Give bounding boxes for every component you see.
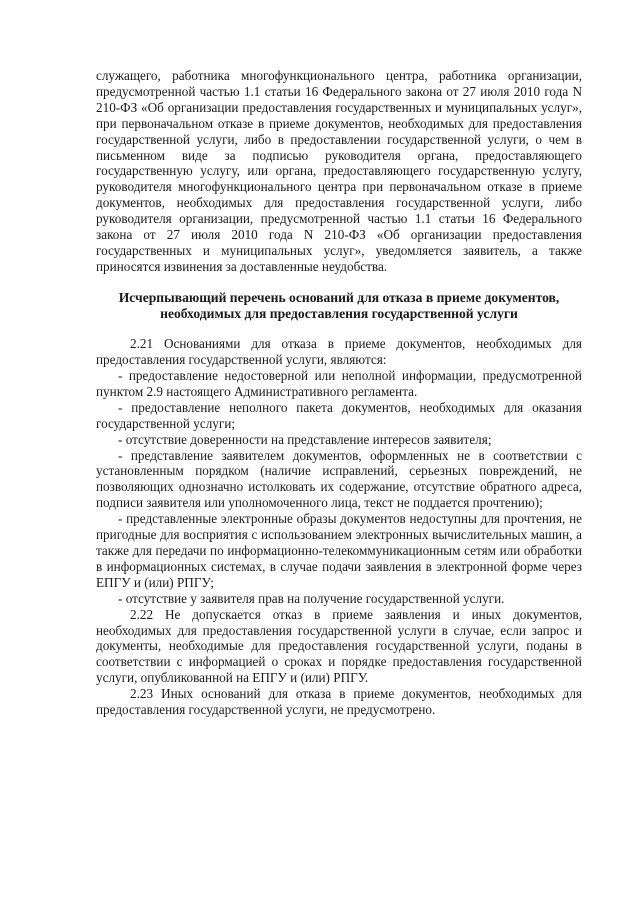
- list-item-1: - предоставление недостоверной или неполной информации, предусмотренной пунктом 2.9 настоящего Административного регламента.: [96, 368, 582, 399]
- paragraph-2-22: 2.22 Не допускается отказ в приеме заявления и иных документов, необходимых для предоставления государственной услуги в случае, если запрос и документы, необходимые для предоставления государственной услуги, поданы в соответствии с информацией о сроках и порядке предоставления государственной услуги, опубликованной на ЕПГУ и (или) РПГУ.: [96, 606, 582, 686]
- list-item-3: - отсутствие доверенности на представление интересов заявителя;: [118, 431, 492, 447]
- heading-line-2: необходимых для предоставления государственной услуги: [160, 305, 518, 321]
- list-item-2: - предоставление неполного пакета документов, необходимых для оказания государственной услуги;: [96, 399, 582, 431]
- paragraph-2-23: 2.23 Иных оснований для отказа в приеме документов, необходимых для предоставления государственной услуги, не предусмотрено.: [96, 686, 582, 718]
- section-heading: [96, 290, 582, 322]
- document-body: [96, 68, 582, 718]
- intro-paragraph: служащего, работника многофункционального центра, работника организации, предусмотренной частью 1.1 статьи 16 Федерального закона от 27 июля 2010 года N 210-ФЗ «Об организации предоставления государственных и муниципальных услуг», при первоначальном отказе в приеме документов, необходимых для предоставления государственной услуги, либо в предоставлении государственной услуги, о чем в письменном виде за подписью руководителя органа, предоставляющего государственную услугу, или органа, предоставляющего государственную услугу, руководителя многофункционального центра при первоначальном отказе в приеме документов, необходимых для предоставления государственной услуги, либо руководителя организации, предусмотренной частью 1.1 статьи 16 Федерального закона от 27 июля 2010 года N 210-ФЗ «Об организации предоставления государственных и муниципальных услуг», уведомляется заявитель, а также приносятся извинения за доставленные неудобства.: [96, 68, 582, 274]
- heading-line-1: Исчерпывающий перечень оснований для отказа в приеме документов,: [118, 289, 560, 305]
- list-item-5: - представленные электронные образы документов недоступны для прочтения, не пригодные для восприятия с использованием электронных вычислительных машин, а также для передачи по информационно-телекоммуникационным сетям или обработки в информационных системах, в случае подачи заявления в электронной форме через ЕПГУ и (или) РПГУ;: [96, 511, 582, 590]
- list-item-4: - представление заявителем документов, оформленных не в соответствии с установленным порядком (наличие исправлений, серьезных повреждений, не позволяющих однозначно истолковать их содержание, отсутствие обратного адреса, подписи заявителя или уполномоченного лица, текст не поддается прочтению);: [96, 447, 582, 511]
- paragraph-2-21: 2.21 Основаниями для отказа в приеме документов, необходимых для предоставления государственной услуги, являются:: [96, 336, 582, 368]
- list-item-6: - отсутствие у заявителя прав на получение государственной услуги.: [118, 590, 505, 606]
